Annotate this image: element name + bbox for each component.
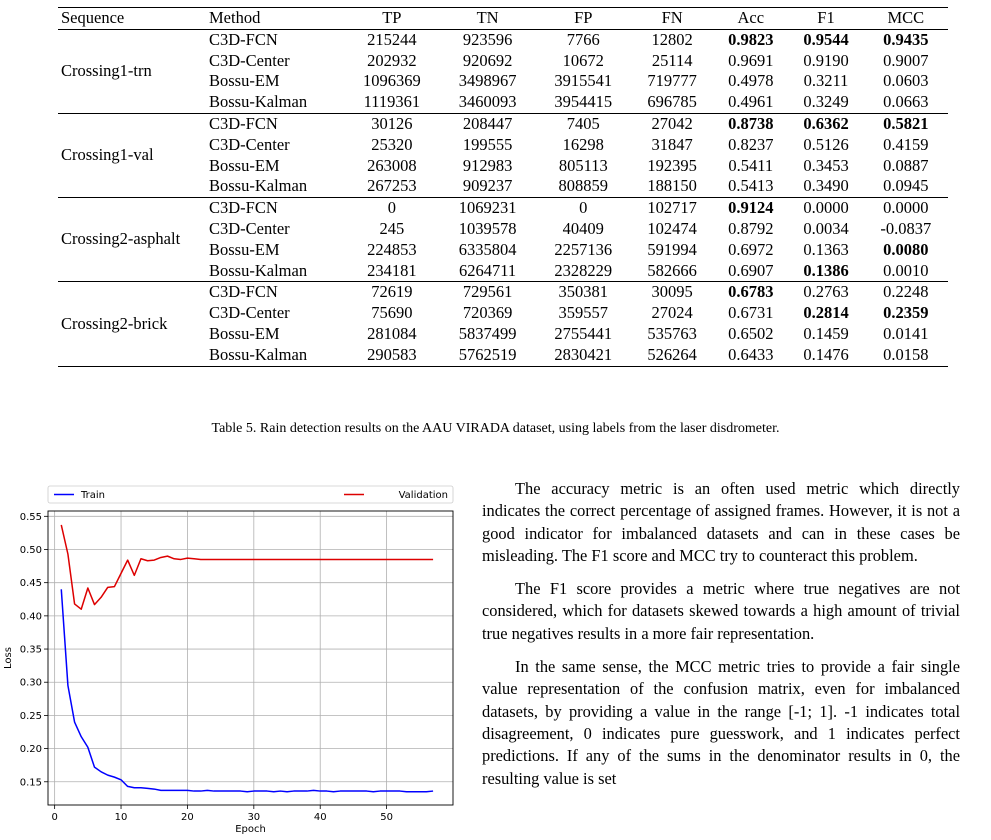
value-cell: 0.0000 [803, 198, 849, 218]
value-cell: 0.4159 [883, 134, 929, 154]
paragraph-accuracy: The accuracy metric is an often used metric which directly indicates the correct percentage of assigned frames. However, it is not a good indicator for imbalanced datasets and can in these cases be misleading. The F1 score and MCC try to counteract this problem. [482, 479, 960, 565]
method-cell: C3D-Center [209, 303, 290, 323]
y-tick-label: 0.25 [19, 710, 42, 722]
value-cell: 0.0080 [883, 239, 929, 259]
column-header: MCC [887, 8, 925, 27]
value-cell: 0.1459 [803, 323, 849, 343]
value-cell: 920692 [462, 50, 513, 70]
value-cell: 591994 [647, 239, 697, 259]
value-cell: 281084 [367, 323, 417, 343]
x-tick-label: 50 [380, 812, 393, 823]
method-cell: Bossu-Kalman [209, 176, 308, 196]
table-group [58, 29, 948, 113]
value-cell: 3915541 [554, 71, 613, 91]
value-cell: 1119361 [363, 92, 421, 112]
value-cell: 290583 [367, 344, 417, 364]
method-cell: Bossu-EM [209, 155, 280, 175]
table-header-row [58, 8, 948, 30]
value-cell: 0.8237 [728, 134, 774, 154]
value-cell: 5837499 [458, 323, 517, 343]
results-table [58, 7, 948, 367]
value-cell: 912983 [462, 155, 513, 175]
value-cell: 75690 [371, 303, 413, 323]
value-cell: 0.9691 [728, 50, 774, 70]
value-cell: -0.0837 [880, 218, 932, 238]
value-cell: 267253 [367, 176, 417, 196]
loss-chart [0, 483, 470, 840]
y-tick-label: 0.15 [19, 777, 42, 789]
column-header: Acc [737, 8, 765, 27]
value-cell: 0.2763 [803, 282, 849, 302]
value-cell: 27042 [651, 113, 693, 133]
y-axis-label: Loss [3, 647, 14, 669]
value-cell: 0.3453 [803, 155, 849, 175]
column-header: TP [382, 8, 402, 27]
sequence-cell: Crossing1-val [61, 145, 154, 165]
sequence-cell: Crossing2-asphalt [61, 229, 181, 249]
value-cell: 72619 [371, 282, 413, 302]
table-group [58, 198, 948, 282]
value-cell: 0.2248 [883, 282, 929, 302]
value-cell: 10672 [562, 50, 604, 70]
value-cell: 3954415 [554, 92, 613, 112]
legend-label: Train [81, 490, 105, 501]
x-tick-label: 30 [247, 812, 261, 823]
value-cell: 0.5413 [728, 176, 774, 196]
x-tick-label: 40 [313, 812, 327, 823]
value-cell: 0.6972 [728, 239, 774, 259]
value-cell: 5762519 [458, 344, 517, 364]
value-cell: 0.4978 [728, 71, 774, 91]
value-cell: 6335804 [458, 239, 517, 259]
column-header: Method [209, 8, 261, 27]
value-cell: 582666 [647, 260, 697, 280]
value-cell: 535763 [647, 323, 697, 343]
value-cell: 0.3490 [803, 176, 849, 196]
value-cell: 2755441 [554, 323, 613, 343]
method-cell: Bossu-EM [209, 239, 280, 259]
value-cell: 0.0945 [883, 176, 929, 196]
x-tick-label: 20 [181, 812, 194, 823]
value-cell: 0 [387, 198, 396, 218]
value-cell: 1039578 [458, 218, 517, 238]
y-tick-label: 0.30 [19, 677, 42, 689]
table-row [58, 198, 948, 219]
method-cell: Bossu-EM [209, 323, 280, 343]
value-cell: 215244 [367, 29, 417, 49]
value-cell: 224853 [367, 239, 417, 259]
table-group [58, 282, 948, 366]
value-cell: 0.5821 [883, 113, 929, 133]
value-cell: 0.0887 [883, 155, 929, 175]
method-cell: C3D-Center [209, 134, 290, 154]
y-tick-label: 0.55 [19, 511, 42, 523]
value-cell: 0.3211 [803, 71, 849, 91]
method-cell: C3D-Center [209, 50, 290, 70]
value-cell: 0.2814 [803, 303, 849, 323]
legend-label: Validation [398, 490, 448, 501]
method-cell: Bossu-EM [209, 71, 280, 91]
value-cell: 1069231 [458, 198, 517, 218]
table-group [58, 113, 948, 197]
value-cell: 263008 [367, 155, 417, 175]
value-cell: 526264 [647, 344, 697, 364]
value-cell: 31847 [651, 134, 693, 154]
value-cell: 2328229 [554, 260, 613, 280]
value-cell: 0.2359 [883, 303, 929, 323]
value-cell: 208447 [462, 113, 513, 133]
value-cell: 0.5411 [728, 155, 774, 175]
legend-box [48, 486, 453, 503]
value-cell: 909237 [462, 176, 513, 196]
value-cell: 719777 [647, 71, 697, 91]
paragraph-mcc: In the same sense, the MCC metric tries to provide a fair single value representation of the confusion matrix, even for imbalanced datasets, by providing a value in the range [-1; 1]. -1 indicates total disagreement, 0 indicates pure guesswork, and 1 indicates perfect predictions. If any of the sums in the denominator results in 0, the resulting value is set [482, 657, 960, 788]
method-cell: C3D-FCN [209, 29, 278, 49]
method-cell: Bossu-Kalman [209, 92, 308, 112]
value-cell: 0 [579, 198, 588, 218]
value-cell: 0.8792 [728, 218, 774, 238]
value-cell: 0.0034 [803, 218, 849, 238]
value-cell: 102474 [647, 218, 697, 238]
value-cell: 0.6433 [728, 344, 774, 364]
value-cell: 0.9544 [803, 29, 849, 49]
value-cell: 0.0141 [883, 323, 929, 343]
value-cell: 3498967 [458, 71, 517, 91]
method-cell: C3D-Center [209, 218, 290, 238]
value-cell: 696785 [647, 92, 697, 112]
column-header: FP [574, 8, 593, 27]
y-tick-label: 0.35 [19, 644, 42, 656]
value-cell: 729561 [462, 282, 513, 302]
value-cell: 25114 [651, 50, 693, 70]
value-cell: 0.9007 [883, 50, 929, 70]
value-cell: 0.0663 [883, 92, 929, 112]
value-cell: 720369 [462, 303, 513, 323]
x-tick-label: 0 [51, 812, 58, 823]
value-cell: 0.9823 [728, 29, 774, 49]
value-cell: 0.8738 [728, 113, 774, 133]
value-cell: 923596 [462, 29, 513, 49]
value-cell: 6264711 [459, 260, 517, 280]
value-cell: 0.1476 [803, 344, 849, 364]
method-cell: Bossu-Kalman [209, 344, 308, 364]
value-cell: 0.9435 [883, 29, 929, 49]
column-header: TN [476, 8, 499, 27]
value-cell: 202932 [367, 50, 417, 70]
value-cell: 0.6731 [728, 303, 774, 323]
method-cell: C3D-FCN [209, 198, 278, 218]
x-axis-label: Epoch [235, 824, 266, 835]
value-cell: 7766 [566, 29, 600, 49]
value-cell: 0.0000 [883, 198, 929, 218]
value-cell: 0.6907 [728, 260, 774, 280]
value-cell: 188150 [647, 176, 697, 196]
value-cell: 30126 [371, 113, 413, 133]
method-cell: Bossu-Kalman [209, 260, 308, 280]
y-tick-label: 0.50 [19, 544, 42, 556]
value-cell: 40409 [562, 218, 604, 238]
table-row [58, 29, 948, 50]
table-row [58, 282, 948, 303]
value-cell: 359557 [558, 303, 609, 323]
value-cell: 16298 [562, 134, 604, 154]
value-cell: 0.5126 [803, 134, 849, 154]
value-cell: 27024 [651, 303, 693, 323]
value-cell: 30095 [651, 282, 693, 302]
sequence-cell: Crossing2-brick [61, 313, 168, 333]
value-cell: 0.1386 [803, 260, 849, 280]
y-tick-label: 0.40 [19, 611, 42, 623]
value-cell: 3460093 [458, 92, 517, 112]
value-cell: 199555 [462, 134, 513, 154]
value-cell: 0.6362 [803, 113, 849, 133]
value-cell: 12802 [651, 29, 693, 49]
value-cell: 245 [379, 218, 405, 238]
column-header: Sequence [61, 8, 125, 27]
value-cell: 2257136 [554, 239, 613, 259]
value-cell: 0.0010 [883, 260, 929, 280]
value-cell: 234181 [367, 260, 417, 280]
value-cell: 0.1363 [803, 239, 849, 259]
value-cell: 0.0603 [883, 71, 929, 91]
table-caption: Table 5. Rain detection results on the AAU VIRADA dataset, using labels from the laser disdrometer. [211, 421, 780, 436]
method-cell: C3D-FCN [209, 282, 278, 302]
value-cell: 0.3249 [803, 92, 849, 112]
value-cell: 102717 [647, 198, 697, 218]
value-cell: 805113 [558, 155, 608, 175]
value-cell: 808859 [558, 176, 609, 196]
method-cell: C3D-FCN [209, 113, 278, 133]
value-cell: 0.4961 [728, 92, 774, 112]
x-tick-label: 10 [114, 812, 128, 823]
value-cell: 0.0158 [883, 344, 929, 364]
value-cell: 350381 [558, 282, 609, 302]
table-row [58, 113, 948, 134]
value-cell: 192395 [647, 155, 697, 175]
value-cell: 25320 [371, 134, 413, 154]
value-cell: 0.9124 [728, 198, 774, 218]
plot-background [48, 511, 453, 805]
column-header: F1 [817, 8, 835, 27]
column-header: FN [661, 8, 683, 27]
value-cell: 0.9190 [803, 50, 849, 70]
paragraph-f1: The F1 score provides a metric where true negatives are not considered, which for datasets skewed towards a high amount of trivial true negatives results in a more fair representation. [482, 579, 960, 643]
y-tick-label: 0.20 [19, 744, 42, 756]
y-tick-label: 0.45 [19, 578, 42, 590]
value-cell: 2830421 [554, 344, 613, 364]
sequence-cell: Crossing1-trn [61, 60, 152, 80]
value-cell: 7405 [566, 113, 600, 133]
value-cell: 0.6502 [728, 323, 774, 343]
value-cell: 1096369 [362, 71, 421, 91]
body-text [482, 478, 960, 790]
value-cell: 0.6783 [728, 282, 774, 302]
